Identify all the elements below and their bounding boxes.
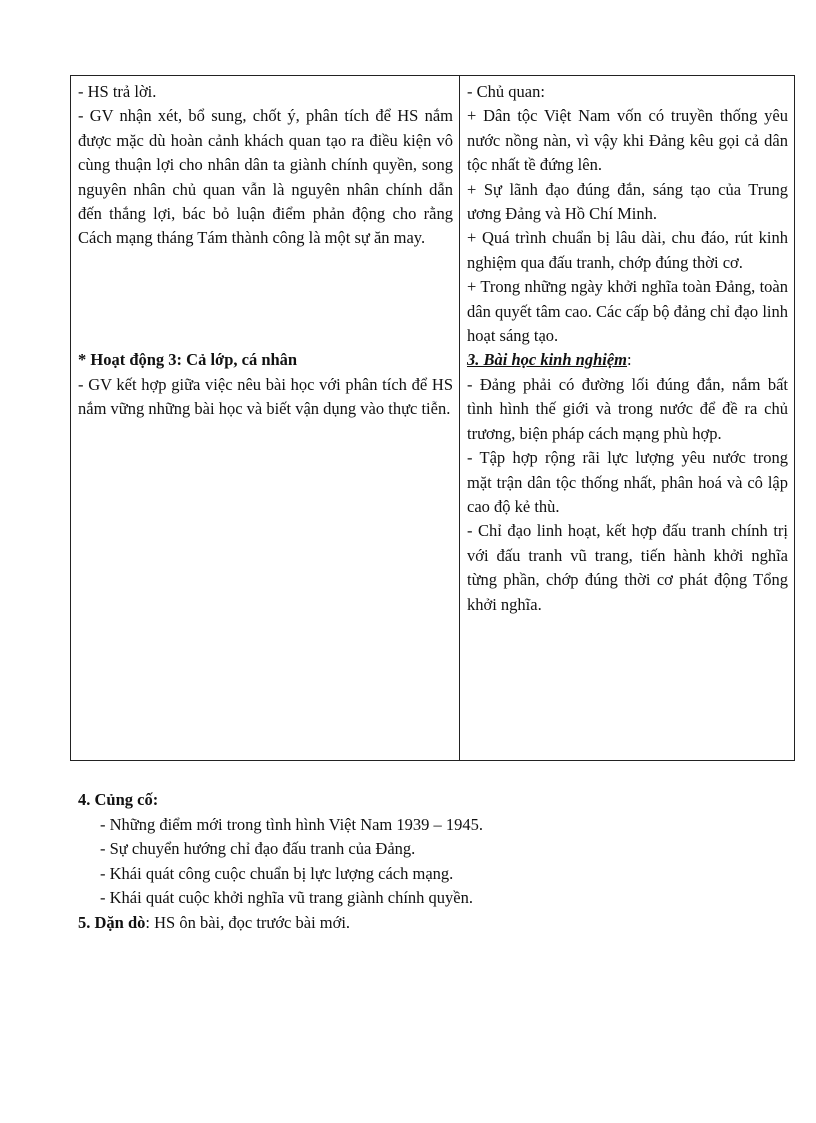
spacer (78, 251, 453, 349)
list-item: - Khái quát công cuộc chuẩn bị lực lượng cách mạng. (100, 863, 454, 883)
paragraph: + Sự lãnh đạo đúng đắn, sáng tạo của Trung ương Đảng và Hồ Chí Minh. (467, 179, 788, 224)
homework-line: 5. Dặn dò: HS ôn bài, đọc trước bài mới. (78, 912, 351, 932)
paragraph: - Chỉ đạo linh hoạt, kết hợp đấu tranh chính trị với đấu tranh vũ trang, tiến hành khởi nghĩa từng phần, chớp đúng thời cơ phát động Tổng khởi nghĩa. (467, 521, 788, 614)
lessons-heading: 3. Bài học kinh nghiệm: (467, 350, 632, 370)
lesson-table (70, 75, 795, 761)
table-row (71, 76, 795, 761)
content-cell (460, 76, 795, 761)
teacher-activities-cell (71, 76, 460, 761)
list-item: - Sự chuyển hướng chỉ đạo đấu tranh của Đảng. (100, 839, 416, 858)
paragraph: - GV nhận xét, bổ sung, chốt ý, phân tích để HS nắm được mặc dù hoàn cảnh khách quan tạo ra điều kiện vô cùng thuận lợi cho nhân dân ta giành chính quyền, song nguyên nhân chủ quan vẫn là nguyên nhân chính dẫn đến thắng lợi, bác bỏ luận điểm phản động cho rằng Cách mạng tháng Tám thành công là một sự ăn may. (78, 106, 453, 248)
paragraph: - HS trả lời. (78, 82, 157, 101)
paragraph: + Trong những ngày khởi nghĩa toàn Đảng, toàn dân quyết tâm cao. Các cấp bộ đảng chỉ đạo linh hoạt sáng tạo. (467, 277, 788, 346)
paragraph: - Đảng phải có đường lối đúng đắn, nắm bất tình hình thế giới và trong nước để đề ra chủ trương, biện pháp cách mạng phù hợp. (467, 374, 788, 443)
paragraph: - GV kết hợp giữa việc nêu bài học với phân tích để HS nắm vững những bài học và biết vận dụng vào thực tiễn. (78, 374, 453, 419)
list-item: - Khái quát cuộc khởi nghĩa vũ trang giành chính quyền. (100, 888, 474, 907)
paragraph: - Tập hợp rộng rãi lực lượng yêu nước trong mặt trận dân tộc thống nhất, phân hoá và cô lập cao độ kẻ thù. (467, 448, 788, 516)
paragraph: - Chủ quan: (467, 82, 545, 101)
consolidation-heading: 4. Củng cố: (78, 790, 159, 809)
list-item: - Những điểm mới trong tình hình Việt Nam 1939 – 1945. (100, 814, 484, 834)
paragraph: + Quá trình chuẩn bị lâu dài, chu đáo, rút kinh nghiệm qua đấu tranh, chớp đúng thời cơ. (467, 228, 788, 272)
activity-3-heading: * Hoạt động 3: Cả lớp, cá nhân (78, 350, 298, 370)
after-table-section (78, 788, 738, 935)
paragraph: + Dân tộc Việt Nam vốn có truyền thống yêu nước nồng nàn, vì vậy khi Đảng kêu gọi cả dân tộc nhất tề đứng lên. (467, 106, 788, 175)
